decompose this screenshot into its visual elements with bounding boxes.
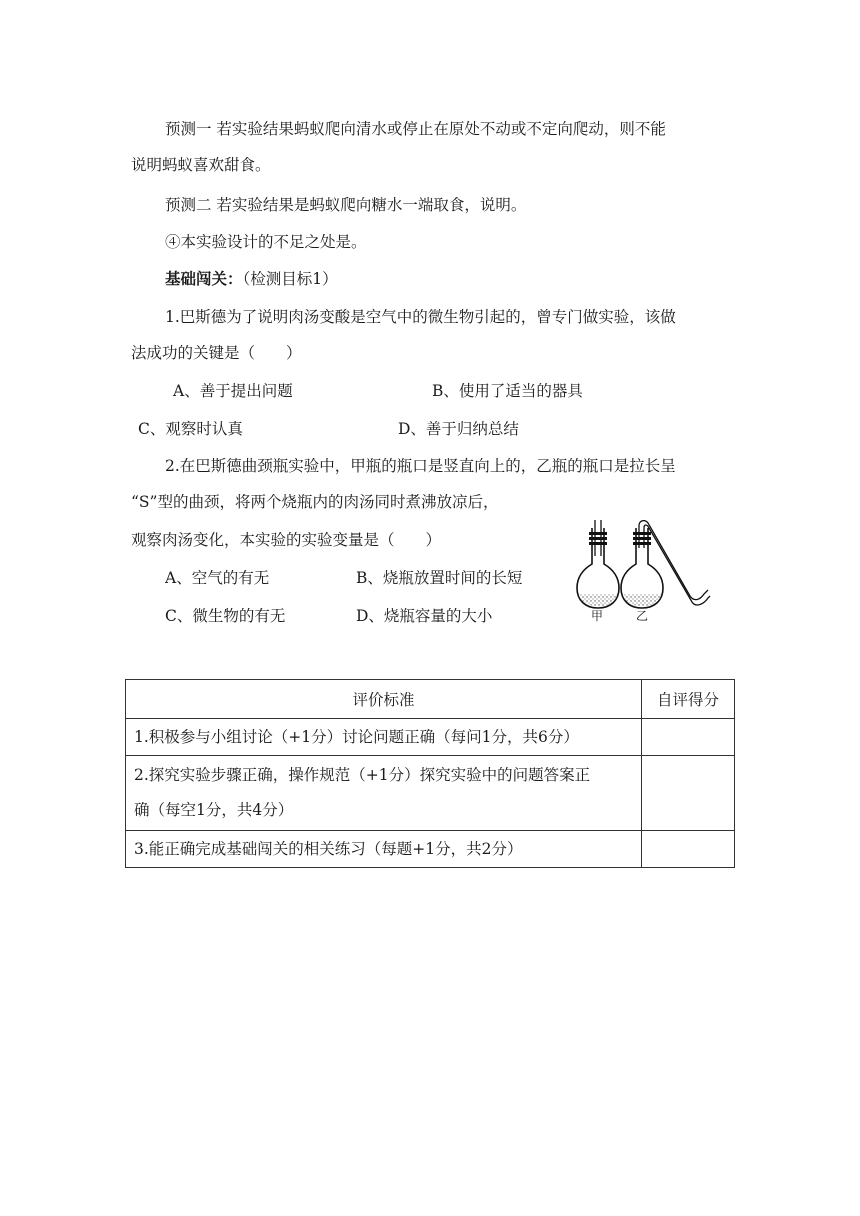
question-2-line3: 观察肉汤变化，本实验的实验变量是（ ）: [131, 531, 442, 549]
section-title: 基础闯关：: [165, 269, 243, 288]
table-row: [126, 831, 735, 868]
prediction-one-line1: 预测一 若实验结果蚂蚁爬向清水或停止在原处不动或不定向爬动，则不能: [165, 120, 666, 138]
question-2-line1: 2.在巴斯德曲颈瓶实验中，甲瓶的瓶口是竖直向上的，乙瓶的瓶口是拉长呈: [165, 457, 676, 475]
flask-yi-icon: [621, 521, 710, 608]
question-2-option-a: A、空气的有无: [165, 569, 270, 587]
flask-label-jia: 甲: [591, 609, 604, 623]
question-1-line1: 1.巴斯德为了说明肉汤变酸是空气中的微生物引起的，曾专门做实验，该做: [165, 308, 676, 326]
question-1-option-a: A、善于提出问题: [173, 382, 293, 400]
header-criteria: 评价标准: [126, 680, 642, 719]
question-2-line2: “S”型的曲颈，将两个烧瓶内的肉汤同时煮沸放凉后，: [131, 493, 499, 511]
prediction-two: 预测二 若实验结果是蚂蚁爬向糖水一端取食，说明。: [165, 196, 527, 214]
question-2-option-b: B、烧瓶放置时间的长短: [356, 569, 523, 587]
section-subtitle: （检测目标1）: [242, 270, 338, 288]
question-1-line2: 法成功的关键是（ ）: [131, 344, 302, 362]
criterion-1: 1.积极参与小组讨论（+1分）讨论问题正确（每问1分，共6分）: [126, 719, 642, 756]
table-header-row: [126, 680, 735, 719]
score-cell-1[interactable]: [642, 719, 735, 756]
table-row: [126, 756, 735, 831]
score-cell-2[interactable]: [642, 756, 735, 831]
score-cell-3[interactable]: [642, 831, 735, 868]
question-1-option-b: B、使用了适当的器具: [432, 382, 583, 400]
flask-label-yi: 乙: [636, 609, 649, 623]
table-row: [126, 719, 735, 756]
swan-neck-flask-figure: [574, 520, 724, 620]
item-four: ④本实验设计的不足之处是。: [165, 233, 367, 251]
evaluation-table: [125, 679, 735, 868]
question-1-option-c: C、观察时认真: [138, 420, 243, 438]
criterion-2-line1: 2.探究实验步骤正确，操作规范（+1分）探究实验中的问题答案正: [134, 766, 591, 784]
criterion-3: 3.能正确完成基础闯关的相关练习（每题+1分，共2分）: [126, 831, 642, 868]
question-2-option-d: D、烧瓶容量的大小: [356, 607, 493, 625]
criterion-2-line2: 确（每空1分，共4分）: [134, 801, 294, 819]
question-1-option-d: D、善于归纳总结: [398, 420, 519, 438]
flask-jia-icon: [577, 520, 619, 608]
prediction-one-line2: 说明蚂蚁喜欢甜食。: [131, 156, 271, 174]
header-self-score: 自评得分: [642, 680, 735, 719]
criterion-2: [126, 756, 642, 831]
question-2-option-c: C、微生物的有无: [165, 607, 286, 625]
section-heading: [165, 269, 338, 289]
